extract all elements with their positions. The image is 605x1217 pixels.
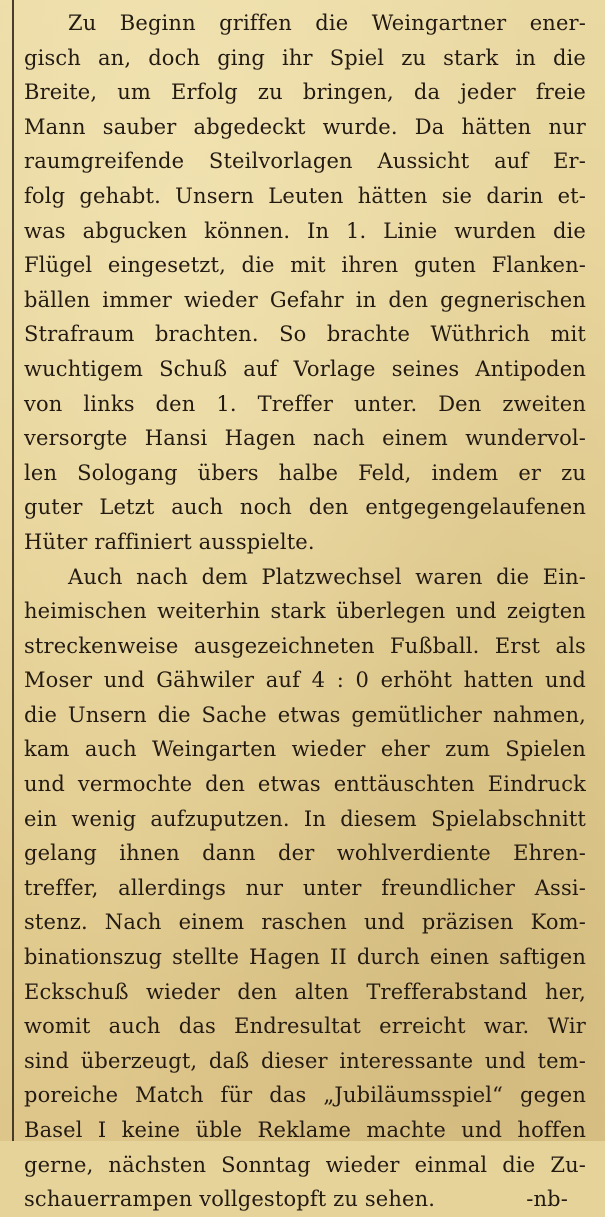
text-line xyxy=(24,594,586,629)
line-text: Zu Beginn griffen die Weingartner ener- xyxy=(68,11,586,35)
text-line xyxy=(24,1009,586,1044)
text-line xyxy=(24,248,586,283)
line-text: gelang ihnen dann der wohlverdiente Ehren- xyxy=(24,841,586,866)
line-text: gerne, nächsten Sonntag wieder einmal die Zu- xyxy=(24,1152,586,1177)
line-text: Auch nach dem Platzwechsel waren die Ein- xyxy=(68,564,586,589)
text-line xyxy=(24,179,586,214)
line-text: Flügel eingesetzt, die mit ihren guten Flanken- xyxy=(24,253,586,278)
line-text: folg gehabt. Unsern Leuten hätten sie darin et- xyxy=(24,183,586,208)
text-line xyxy=(24,421,586,456)
line-text: treffer, allerdings nur unter freundlicher Assi- xyxy=(24,875,586,900)
line-text: heimischen weiterhin stark überlegen und zeigten xyxy=(24,599,586,624)
text-line xyxy=(24,387,586,422)
text-line xyxy=(24,214,586,249)
text-line xyxy=(24,905,586,940)
author-signature: -nb- xyxy=(526,1187,568,1212)
line-text: Eckschuß wieder den alten Trefferabstand her, xyxy=(24,979,586,1004)
text-line xyxy=(24,732,586,767)
line-text: poreiche Match für das „Jubiläumsspiel“ gegen xyxy=(24,1083,586,1108)
text-line xyxy=(24,352,586,387)
text-line xyxy=(24,871,586,906)
line-text: stenz. Nach einem raschen und präzisen Kom- xyxy=(24,910,586,935)
line-text: Hüter raffiniert ausspielte. xyxy=(24,529,315,554)
line-text: gisch an, doch ging ihr Spiel zu stark in die xyxy=(24,45,586,70)
text-line xyxy=(24,802,586,837)
text-line xyxy=(24,629,586,664)
text-line xyxy=(24,525,586,560)
line-text: Basel I keine üble Reklame machte und hoffen xyxy=(24,1118,586,1142)
text-line xyxy=(24,560,586,595)
text-line xyxy=(24,283,586,318)
text-line xyxy=(24,1113,586,1148)
text-line xyxy=(24,144,586,179)
line-text: binationszug stellte Hagen II durch einen saftigen xyxy=(24,945,586,970)
line-text: was abgucken können. In 1. Linie wurden die xyxy=(24,218,586,243)
line-text: Breite, um Erfolg zu bringen, da jeder freie xyxy=(24,80,586,105)
text-line xyxy=(24,1148,586,1183)
text-line xyxy=(24,836,586,871)
line-text: die Unsern die Sache etwas gemütlicher nahmen, xyxy=(24,702,586,727)
line-text: womit auch das Endresultat erreicht war. Wir xyxy=(24,1014,586,1039)
line-text: von links den 1. Treffer unter. Den zweiten xyxy=(24,391,586,416)
text-line xyxy=(24,940,586,975)
line-text: bällen immer wieder Gefahr in den gegnerischen xyxy=(24,287,586,312)
text-line xyxy=(24,41,586,76)
text-line xyxy=(24,663,586,698)
line-text: versorgte Hansi Hagen nach einem wundervol- xyxy=(24,426,586,451)
line-text: kam auch Weingarten wieder eher zum Spielen xyxy=(24,737,586,762)
text-line xyxy=(24,767,586,802)
line-text: und vermochte den etwas enttäuschten Eindruck xyxy=(24,772,586,797)
column-rule xyxy=(12,0,14,1141)
text-line xyxy=(24,1044,586,1079)
line-text: sind überzeugt, daß dieser interessante und tem- xyxy=(24,1048,586,1073)
line-text: Moser und Gähwiler auf 4 : 0 erhöht hatten und xyxy=(24,668,586,693)
text-line xyxy=(24,1182,586,1217)
text-line xyxy=(24,490,586,525)
text-line xyxy=(24,110,586,145)
text-line xyxy=(24,6,586,41)
line-text: streckenweise ausgezeichneten Fußball. Erst als xyxy=(24,633,586,658)
line-text: Strafraum brachten. So brachte Wüthrich mit xyxy=(24,322,586,347)
line-text: Mann sauber abgedeckt wurde. Da hätten nur xyxy=(24,114,586,139)
line-text: raumgreifende Steilvorlagen Aussicht auf Er- xyxy=(24,149,586,174)
text-line xyxy=(24,1078,586,1113)
text-line xyxy=(24,975,586,1010)
text-line xyxy=(24,698,586,733)
line-text: len Sologang übers halbe Feld, indem er zu xyxy=(24,460,586,485)
line-text: schauerrampen vollgestopft zu sehen. xyxy=(24,1187,436,1212)
line-text: ein wenig aufzuputzen. In diesem Spielabschnitt xyxy=(24,806,586,831)
text-line xyxy=(24,456,586,491)
article-column xyxy=(24,6,586,1217)
line-text: guter Letzt auch noch den entgegengelaufenen xyxy=(24,495,586,520)
text-line xyxy=(24,317,586,352)
text-line xyxy=(24,75,586,110)
line-text: wuchtigem Schuß auf Vorlage seines Antipoden xyxy=(24,356,586,381)
